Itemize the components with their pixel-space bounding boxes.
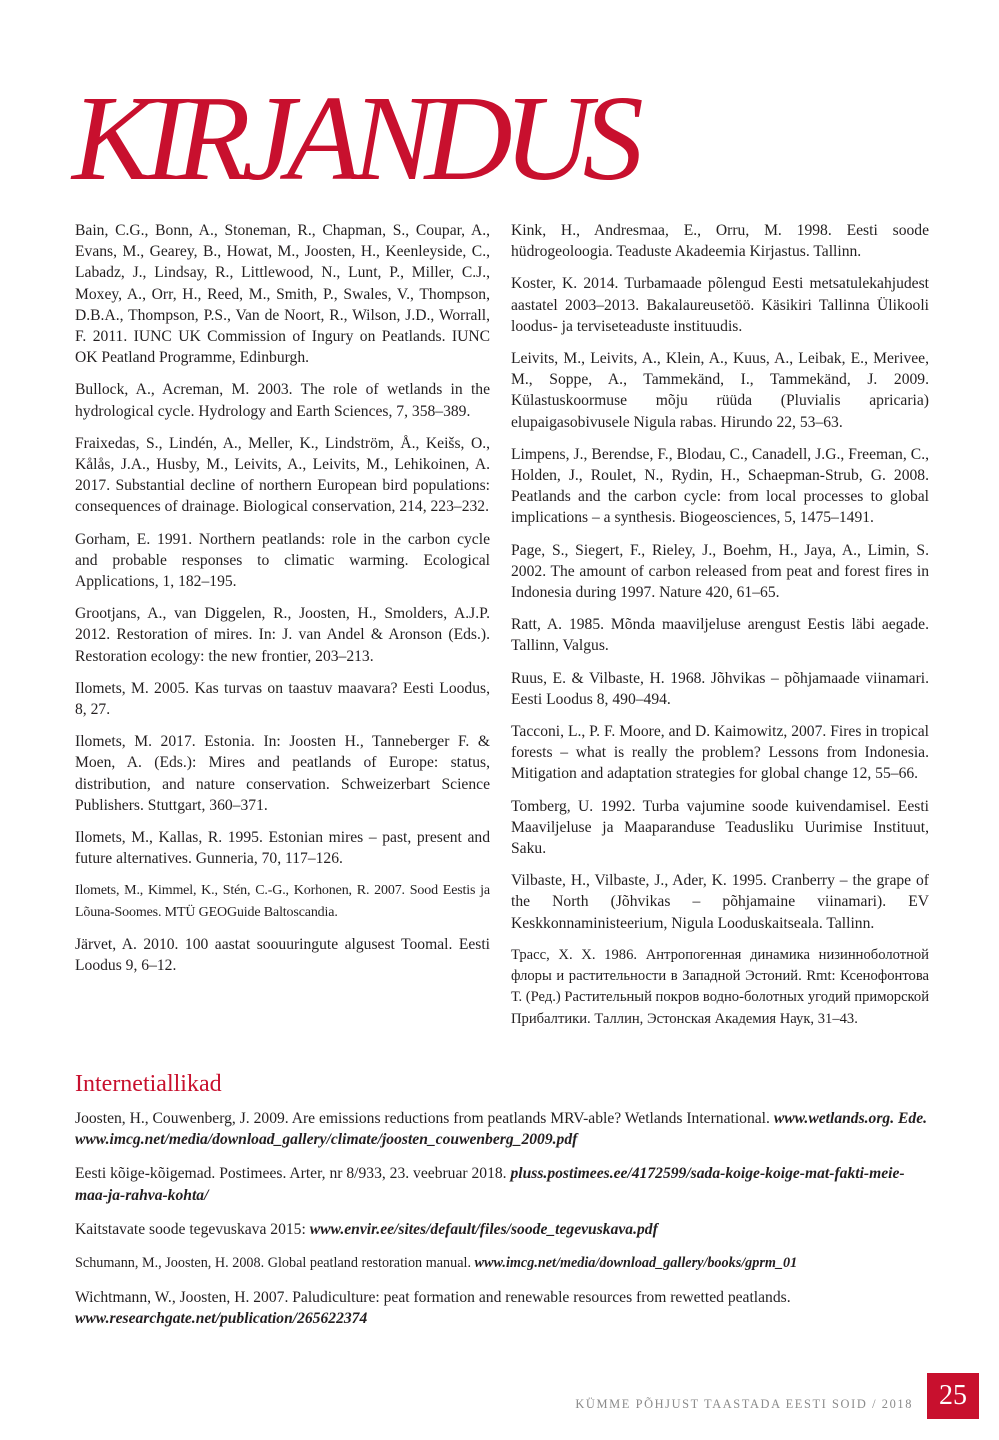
reference-item: Ilomets, M., Kimmel, K., Stén, C.-G., Korhonen, R. 2007. Sood Eestis ja Lõuna-Soomes. MTÜ GEOGuide Baltoscandia.	[75, 883, 490, 920]
footer-publication-title: KÜMME PÕHJUST TAASTADA EESTI SOID / 2018	[575, 1397, 913, 1411]
reference-item: Page, S., Siegert, F., Rieley, J., Boehm, H., Jaya, A., Limin, S. 2002. The amount of carbon released from peat and forest fires in Indonesia during 1997. Nature 420, 61–65.	[511, 541, 929, 602]
reference-item: Трасс, Х. Х. 1986. Антропогенная динамика низинноболотной флоры и растительности в Западной Эстоний. Rmt: Ксенофонтова Т. (Ред.) Растительный покров водно-болотных угодий приморской Прибалтики. Таллин, Эстонская Академия Наук, 31–43.	[511, 946, 929, 1027]
source-url: www.researchgate.net/publication/265622374	[75, 1310, 368, 1328]
reference-item: Vilbaste, H., Vilbaste, J., Ader, K. 1995. Cranberry – the grape of the North (Jõhvikas – põhjamaine viinamari). EV Keskkonnaministeerium, Nigula Looduskaitseala. Tallinn.	[511, 872, 929, 932]
reference-item: Ilomets, M., Kallas, R. 1995. Estonian mires – past, present and future alternatives. Gunneria, 70, 117–126.	[75, 829, 490, 868]
reference-item: Järvet, A. 2010. 100 aastat soouuringute algusest Toomal. Eesti Loodus 9, 6–12.	[75, 935, 490, 975]
source-citation: Kaitstavate soode tegevuskava 2015:	[75, 1220, 310, 1238]
reference-item: Tomberg, U. 1992. Turba vajumine soode kuivendamisel. Eesti Maaviljeluse ja Maaparanduse Teadusliku Uurimise Instituut, Saku.	[511, 797, 929, 858]
internet-sources-list	[75, 1108, 935, 1343]
reference-item: Bullock, A., Acreman, M. 2003. The role of wetlands in the hydrological cycle. Hydrology and Earth Sciences, 7, 358–389.	[75, 381, 490, 420]
references-right-column	[511, 220, 929, 1041]
reference-item: Tacconi, L., P. F. Moore, and D. Kaimowitz, 2007. Fires in tropical forests – what is really the problem? Lessons from Indonesia. Mitigation and adaptation strategies for global change 12, 55–66.	[511, 723, 929, 783]
reference-item: Limpens, J., Berendse, F., Blodau, C., Canadell, J.G., Freeman, C., Holden, J., Roulet, N., Rydin, H., Schaepman-Strub, G. 2008. Peatlands and the carbon cycle: from local processes to global implications – a synthesis. Biogeosciences, 5, 1475–1491.	[511, 445, 929, 527]
internet-sources-heading: Internetiallikad	[75, 1071, 222, 1097]
reference-item: Ratt, A. 1985. Mõnda maaviljeluse arengust Eestis läbi aegade. Tallinn, Valgus.	[511, 616, 929, 655]
source-citation: Eesti kõige-kõigemad. Postimees. Arter, nr 8/933, 23. veebruar 2018.	[75, 1165, 511, 1183]
references-left-column	[75, 220, 490, 987]
reference-item: Ilomets, M. 2017. Estonia. In: Joosten H., Tanneberger F. & Moen, A. (Eds.): Mires and peatlands of Europe: status, distribution, and nature conservation. Schweizerbart Science Publishers. Stuttgart, 360–371.	[75, 733, 490, 814]
source-url: www.envir.ee/sites/default/files/soode_tegevuskava.pdf	[309, 1220, 658, 1238]
reference-item: Leivits, M., Leivits, A., Klein, A., Kuus, A., Leibak, E., Merivee, M., Soppe, A., Tammekänd, I., Tammekänd, J. 2009. Külastuskoormuse mõju rüüda (Pluvialis apricaria) elupaigasobivusele Nigula rabas. Hirundo 22, 53–63.	[511, 350, 929, 431]
source-url: pluss.postimees.ee/4172599/sada-koige-koige-mat-fakti-meie-maa-ja-rahva-kohta/	[75, 1165, 905, 1204]
source-citation: Wichtmann, W., Joosten, H. 2007. Paludiculture: peat formation and renewable resources from rewetted peatlands.	[75, 1289, 791, 1307]
internet-source-item	[75, 1253, 935, 1274]
internet-source-item	[75, 1219, 935, 1240]
source-citation: Joosten, H., Couwenberg, J. 2009. Are emissions reductions from peatlands MRV-able? Wetlands International.	[75, 1110, 774, 1127]
reference-item: Kink, H., Andresmaa, E., Orru, M. 1998. Eesti soode hüdrogeoloogia. Teaduste Akadeemia Kirjastus. Tallinn.	[511, 222, 929, 261]
internet-source-item	[75, 1163, 935, 1205]
source-url: www.wetlands.org. Ede. www.imcg.net/media/download_gallery/climate/joosten_couwenberg_2009.pdf	[75, 1110, 928, 1149]
page-title: KIRJANDUS	[72, 71, 635, 206]
reference-item: Fraixedas, S., Lindén, A., Meller, K., Lindström, Å., Keišs, O., Kålås, J.A., Husby, M., Leivits, A., Leivits, M., Lehikoinen, A. 2017. Substantial decline of northern European bird populations: consequences of drainage. Biological conservation, 214, 223–232.	[75, 434, 490, 516]
internet-source-item	[75, 1287, 935, 1329]
source-url: www.imcg.net/media/download_gallery/books/gprm_01	[474, 1255, 798, 1272]
reference-item: Grootjans, A., van Diggelen, R., Joosten, H., Smolders, A.J.P. 2012. Restoration of mires. In: J. van Andel & Aronson (Eds.). Restoration ecology: the new frontier, 203–213.	[75, 605, 490, 665]
page-number: 25	[927, 1373, 979, 1419]
reference-item: Ruus, E. & Vilbaste, H. 1968. Jõhvikas – põhjamaade viinamari. Eesti Loodus 8, 490–494.	[511, 669, 929, 708]
reference-item: Gorham, E. 1991. Northern peatlands: role in the carbon cycle and probable responses to climatic warming. Ecological Applications, 1, 182–195.	[75, 530, 490, 591]
internet-source-item	[75, 1108, 935, 1150]
source-citation: Schumann, M., Joosten, H. 2008. Global peatland restoration manual.	[75, 1255, 475, 1272]
reference-item: Ilomets, M. 2005. Kas turvas on taastuv maavara? Eesti Loodus, 8, 27.	[75, 679, 490, 719]
reference-item: Koster, K. 2014. Turbamaade põlengud Eesti metsatulekahjudest aastatel 2003–2013. Bakalaureusetöö. Käsikiri Tallinna Ülikooli loodus- ja terviseteaduste instituudis.	[511, 275, 929, 335]
reference-item: Bain, C.G., Bonn, A., Stoneman, R., Chapman, S., Coupar, A., Evans, M., Gearey, B., Howat, M., Joosten, H., Keenleyside, C., Labadz, J., Lindsay, R., Littlewood, N., Lunt, P., Miller, C.J., Moxey, A., Orr, H., Reed, M., Smith, P., Swales, V., Thompson, D.B.A., Thompson, P.S., Van de Noort, R., Wilson, J.D., Worrall, F. 2011. IUNC UK Commission of Ingury on Peatlands. IUNC OK Peatland Programme, Edinburgh.	[75, 222, 490, 367]
